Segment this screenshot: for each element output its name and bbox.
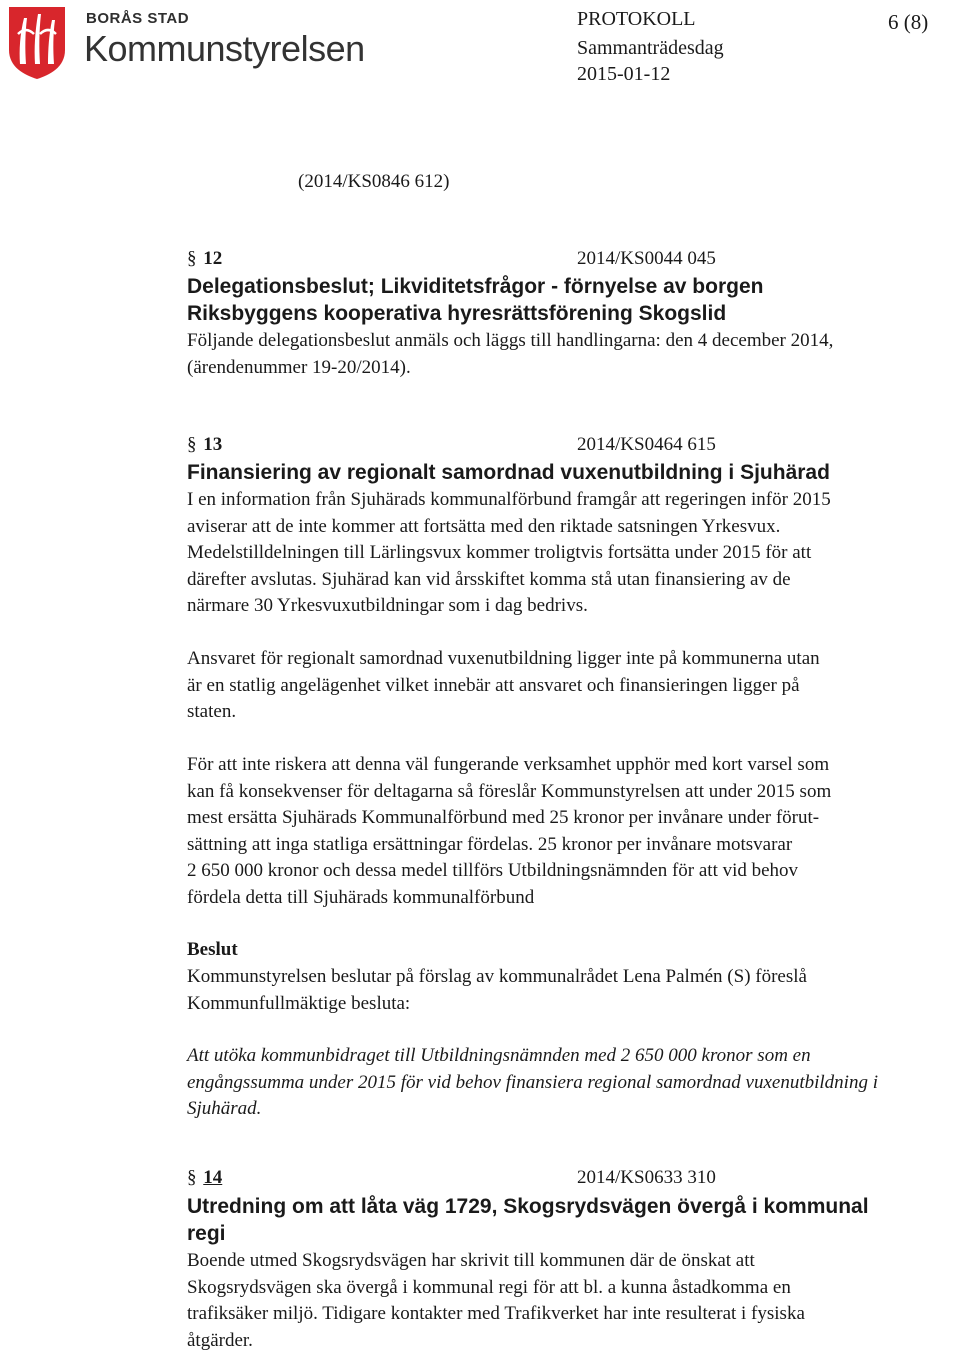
decision-body bbox=[187, 964, 960, 1017]
text-line: Sjuhärad. bbox=[187, 1098, 262, 1119]
section-body bbox=[187, 646, 960, 726]
case-number: 2014/KS0633 310 bbox=[577, 1167, 716, 1188]
text-line: Skogsrydsvägen ska övergå i kommunal regi för att bl. a kunna åstadkomma en bbox=[187, 1276, 791, 1298]
text-line: fördela detta till Sjuhärads kommunalförbund bbox=[187, 886, 535, 908]
section-number bbox=[187, 1167, 222, 1189]
text-line: är en statlig angelägenhet vilket innebär att ansvaret och finansieringen ligger på bbox=[187, 674, 800, 696]
text-line: 2 650 000 kronor och dessa medel tillförs Utbildningsnämnden för att vid behov bbox=[187, 860, 799, 881]
text-line: För att inte riskera att denna väl fungerande verksamhet upphör med kort varsel som bbox=[187, 754, 830, 775]
section-title: Finansiering av regionalt samordnad vuxenutbildning i Sjuhärad bbox=[187, 461, 830, 484]
section-title: regi bbox=[187, 1222, 226, 1245]
section-title: Utredning om att låta väg 1729, Skogsrydsvägen övergå i kommunal bbox=[187, 1195, 869, 1218]
text-line: engångssumma under 2015 för vid behov finansiera regional samordnad vuxenutbildning i bbox=[187, 1071, 878, 1093]
text-line: I en information från Sjuhärads kommunalförbund framgår att regeringen inför 2015 bbox=[187, 489, 831, 510]
text-line: mest ersätta Sjuhärads Kommunalförbund med 25 kronor per invånare under förut- bbox=[187, 807, 820, 828]
meeting-date: 2015-01-12 bbox=[577, 63, 671, 85]
section-body bbox=[187, 328, 960, 381]
text-line: staten. bbox=[187, 701, 237, 722]
section-number bbox=[187, 248, 222, 270]
section-sign: § bbox=[187, 434, 197, 455]
case-number: 2014/KS0464 615 bbox=[577, 434, 716, 455]
text-line: Kommunstyrelsen beslutar på förslag av kommunalrådet Lena Palmén (S) föreslå bbox=[187, 966, 807, 987]
section-body bbox=[187, 487, 960, 620]
section-title: Delegationsbeslut; Likviditetsfrågor - förnyelse av borgen bbox=[187, 275, 764, 298]
text-line: kan få konsekvenser för deltagarna så föreslår Kommunstyrelsen att under 2015 som bbox=[187, 780, 832, 802]
org-name: Kommunstyrelsen bbox=[84, 28, 365, 69]
decision-heading: Beslut bbox=[187, 939, 238, 960]
text-line: sättning att inga statliga ersättningar fördelas. 25 kronor per invånare motsvarar bbox=[187, 833, 793, 855]
section-number-value: 12 bbox=[203, 248, 223, 269]
meeting-label: Sammanträdesdag bbox=[577, 37, 724, 59]
section-body bbox=[187, 1248, 960, 1354]
text-line: närmare 30 Yrkesvuxutbildningar som i dag bedrivs. bbox=[187, 595, 588, 616]
decision-text bbox=[187, 1043, 960, 1123]
section-sign: § bbox=[187, 248, 197, 269]
text-line: åtgärder. bbox=[187, 1329, 253, 1351]
section-title: Riksbyggens kooperativa hyresrättsförening Skogslid bbox=[187, 302, 727, 325]
section-number bbox=[187, 434, 222, 456]
text-line: Medelstilldelningen till Lärlingsvux kommer troligtvis fortsätta under 2015 för att bbox=[187, 542, 812, 563]
doc-type: PROTOKOLL bbox=[577, 8, 696, 30]
text-line: Följande delegationsbeslut anmäls och läggs till handlingarna: den 4 december 2014, bbox=[187, 330, 834, 351]
text-line: Att utöka kommunbidraget till Utbildningsnämnden med 2 650 000 kronor som en bbox=[187, 1045, 811, 1066]
text-line: Boende utmed Skogsrydsvägen har skrivit till kommunen där de önskat att bbox=[187, 1250, 755, 1271]
section-body bbox=[187, 752, 960, 911]
boras-crest-icon bbox=[6, 4, 68, 80]
section-sign: § bbox=[187, 1167, 197, 1188]
case-number: 2014/KS0044 045 bbox=[577, 248, 716, 269]
section-number-value: 13 bbox=[203, 434, 223, 455]
section-number-value: 14 bbox=[203, 1167, 223, 1188]
case-reference: (2014/KS0846 612) bbox=[298, 171, 450, 192]
text-line: Kommunfullmäktige besluta: bbox=[187, 992, 411, 1014]
text-line: därefter avslutas. Sjuhärad kan vid årsskiftet komma stå utan finansiering av de bbox=[187, 568, 791, 590]
boras-logo bbox=[6, 4, 366, 84]
org-name-small: BORÅS STAD bbox=[86, 10, 190, 27]
text-line: Ansvaret för regionalt samordnad vuxenutbildning ligger inte på kommunerna utan bbox=[187, 648, 820, 669]
text-line: trafiksäker miljö. Tidigare kontakter med Trafikverket har inte resulterat i fysiska bbox=[187, 1303, 805, 1324]
text-line: aviserar att de inte kommer att fortsätta med den riktade satsningen Yrkesvux. bbox=[187, 515, 781, 537]
text-line: (ärendenummer 19-20/2014). bbox=[187, 356, 411, 378]
page-number: 6 (8) bbox=[888, 10, 929, 34]
